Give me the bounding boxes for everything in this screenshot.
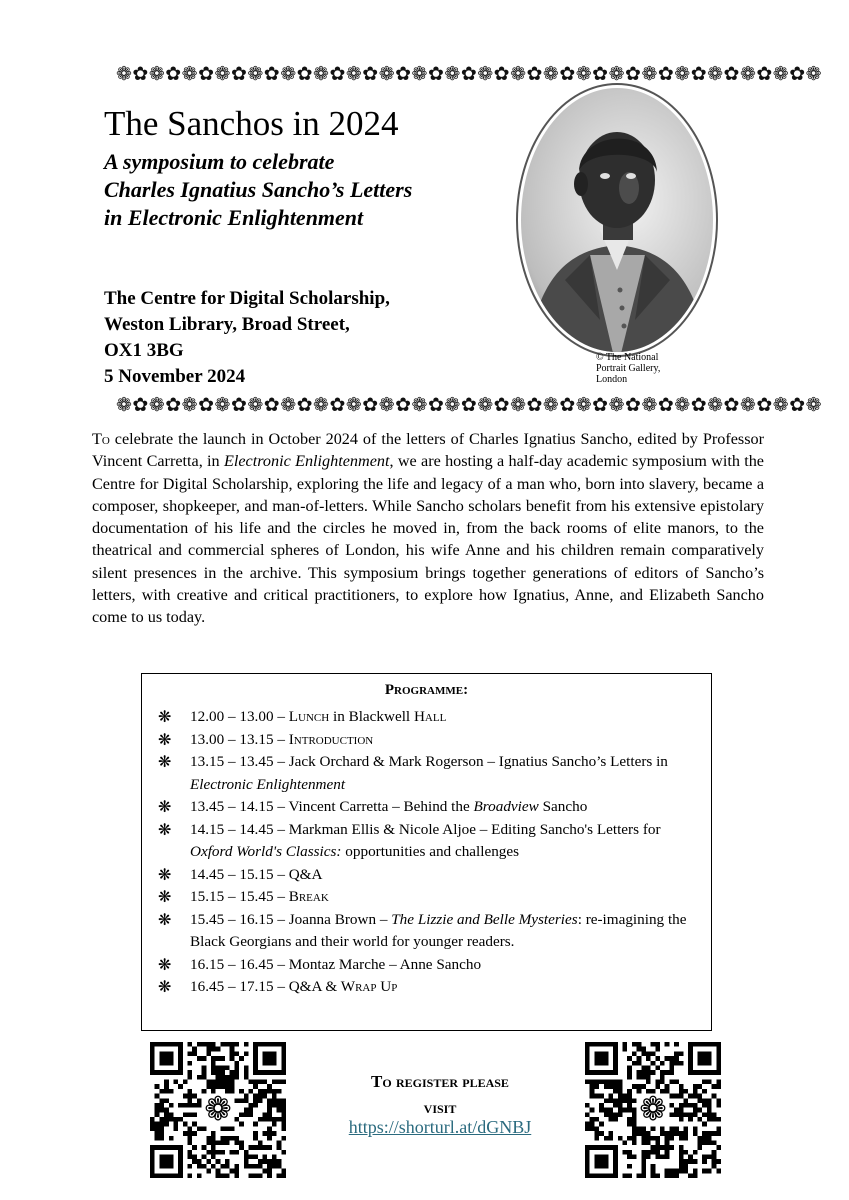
- svg-text:❁: ❁: [639, 1089, 667, 1128]
- programme-box: [141, 673, 712, 1031]
- bullet-icon: ❋: [158, 887, 172, 906]
- bullet-icon: ❋: [158, 954, 172, 974]
- bullet-icon: ❋: [158, 977, 172, 996]
- register-line-1: To register please: [371, 1072, 509, 1091]
- programme-time: 16.45 – 17.15 –: [190, 978, 289, 995]
- programme-hall: Hall: [413, 708, 447, 725]
- page-title: The Sanchos in 2024: [104, 104, 399, 143]
- event-date: 5 November 2024: [104, 366, 246, 387]
- programme-time: 16.15 – 16.45 –: [190, 955, 289, 973]
- programme-italic: Oxford World's Classics:: [190, 843, 342, 860]
- programme-time: 14.45 – 15.15 –: [190, 865, 289, 883]
- intro-paragraph: [92, 428, 764, 629]
- bullet-icon: ❋: [158, 819, 172, 839]
- venue-line-3: OX1 3BG: [104, 340, 184, 361]
- programme-detail: Markman Ellis & Nicole Aljoe – Editing Sancho's Letters for: [288, 820, 661, 838]
- programme-item: [156, 864, 704, 887]
- intro-text-2: , we are hosting a half-day academic symposium with the Centre for Digital Scholarship, exploring the life and legacy of a man who, born into slavery, became a composer, shopkeeper, and man-of-letters. While Sancho scholars benefit from his extensive epistolary documentation of his life and the circles he moved in, from the back rooms of elite manors, to the theatrical and commercial spheres of London, his wife Anne and his children remain comparatively silent presences in the archive. This symposium brings together generations of editors of Sancho’s letters, with creative and critical practitioners, to explore how Ignatius, Anne, and Elizabeth Sancho come to us today.: [92, 452, 764, 627]
- programme-tail: Sancho: [538, 798, 588, 815]
- programme-title: Introduction: [288, 730, 374, 748]
- venue-block: [104, 286, 424, 390]
- register-text: [318, 1069, 562, 1121]
- programme-list: [156, 706, 704, 999]
- programme-time: 15.15 – 15.45 –: [190, 888, 289, 905]
- programme-italic: The Lizzie and Belle Mysteries: [391, 910, 578, 928]
- programme-item: [156, 751, 704, 796]
- svg-text:❁: ❁: [204, 1089, 232, 1128]
- programme-time: 14.15 – 14.45 –: [190, 820, 289, 838]
- intro-italic: Electronic Enlightenment: [223, 452, 390, 471]
- subtitle: [104, 148, 504, 232]
- programme-time: 12.00 – 13.00 –: [190, 708, 289, 725]
- register-line-2: visit: [423, 1098, 457, 1117]
- subtitle-line-2: Charles Ignatius Sancho’s Letters: [104, 177, 413, 202]
- programme-time: 13.00 – 13.15 –: [190, 730, 289, 748]
- programme-item: [156, 796, 704, 819]
- programme-item: [156, 886, 704, 909]
- programme-title: Q&A: [288, 865, 323, 883]
- programme-detail: Joanna Brown –: [288, 910, 392, 928]
- programme-title: Break: [288, 888, 329, 905]
- programme-detail: Jack Orchard & Mark Rogerson – Ignatius Sancho’s Letters in: [288, 753, 668, 770]
- programme-tail: : re-imagining the Black Georgians and their world for younger readers.: [190, 910, 687, 950]
- credit-line-1: © The National: [596, 352, 659, 363]
- qr-code-right[interactable]: [585, 1042, 721, 1178]
- bottom-ornament-border: ❁✿❁✿❁✿❁✿❁✿❁✿❁✿❁✿❁✿❁✿❁✿❁✿❁✿❁✿❁✿❁✿❁✿❁✿❁✿❁✿❁✿❁: [116, 394, 823, 416]
- programme-italic: Electronic Enlightenment: [190, 775, 346, 793]
- programme-title: Lunch: [288, 708, 330, 725]
- qr-code-left[interactable]: [150, 1042, 286, 1178]
- programme-item: [156, 954, 704, 977]
- programme-tail: opportunities and challenges: [341, 843, 520, 860]
- credit-line-3: London: [596, 374, 628, 385]
- programme-detail: Vincent Carretta – Behind the: [288, 798, 474, 815]
- venue-line-2: Weston Library, Broad Street,: [104, 314, 350, 335]
- bullet-icon: ❋: [158, 729, 172, 749]
- intro-text-1: celebrate the launch in October 2024 of the letters of Charles Ignatius Sancho, edited by Professor Vincent Carretta, in: [92, 430, 764, 471]
- bullet-icon: ❋: [158, 909, 172, 929]
- programme-item: [156, 976, 704, 999]
- programme-detail: Montaz Marche – Anne Sancho: [288, 955, 482, 973]
- programme-italic: Broadview: [473, 798, 539, 815]
- programme-item: [156, 729, 704, 752]
- programme-time: 15.45 – 16.15 –: [190, 910, 289, 928]
- programme-item: [156, 909, 704, 954]
- programme-time: 13.45 – 14.15 –: [190, 798, 289, 815]
- intro-lead: To: [92, 430, 110, 448]
- portrait-credit: [596, 352, 676, 385]
- programme-time: 13.15 – 13.45 –: [190, 753, 289, 770]
- bullet-icon: ❋: [158, 707, 172, 726]
- bullet-icon: ❋: [158, 752, 172, 771]
- bullet-icon: ❋: [158, 864, 172, 884]
- register-link[interactable]: https://shorturl.at/dGNBJ: [348, 1117, 532, 1137]
- credit-line-2: Portrait Gallery,: [596, 363, 661, 374]
- programme-item: [156, 706, 704, 729]
- programme-item: [156, 819, 704, 864]
- programme-detail: in Blackwell: [329, 708, 414, 725]
- bullet-icon: ❋: [158, 797, 172, 816]
- venue-line-1: The Centre for Digital Scholarship,: [104, 288, 390, 309]
- subtitle-line-1: A symposium to celebrate: [104, 149, 335, 174]
- programme-heading: Programme:: [384, 682, 469, 698]
- subtitle-line-3: in Electronic Enlightenment: [104, 205, 364, 230]
- top-ornament-border: ❁✿❁✿❁✿❁✿❁✿❁✿❁✿❁✿❁✿❁✿❁✿❁✿❁✿❁✿❁✿❁✿❁✿❁✿❁✿❁✿❁✿❁: [116, 63, 823, 85]
- programme-title: Q&A & Wrap Up: [288, 978, 398, 995]
- sancho-portrait: [505, 80, 751, 380]
